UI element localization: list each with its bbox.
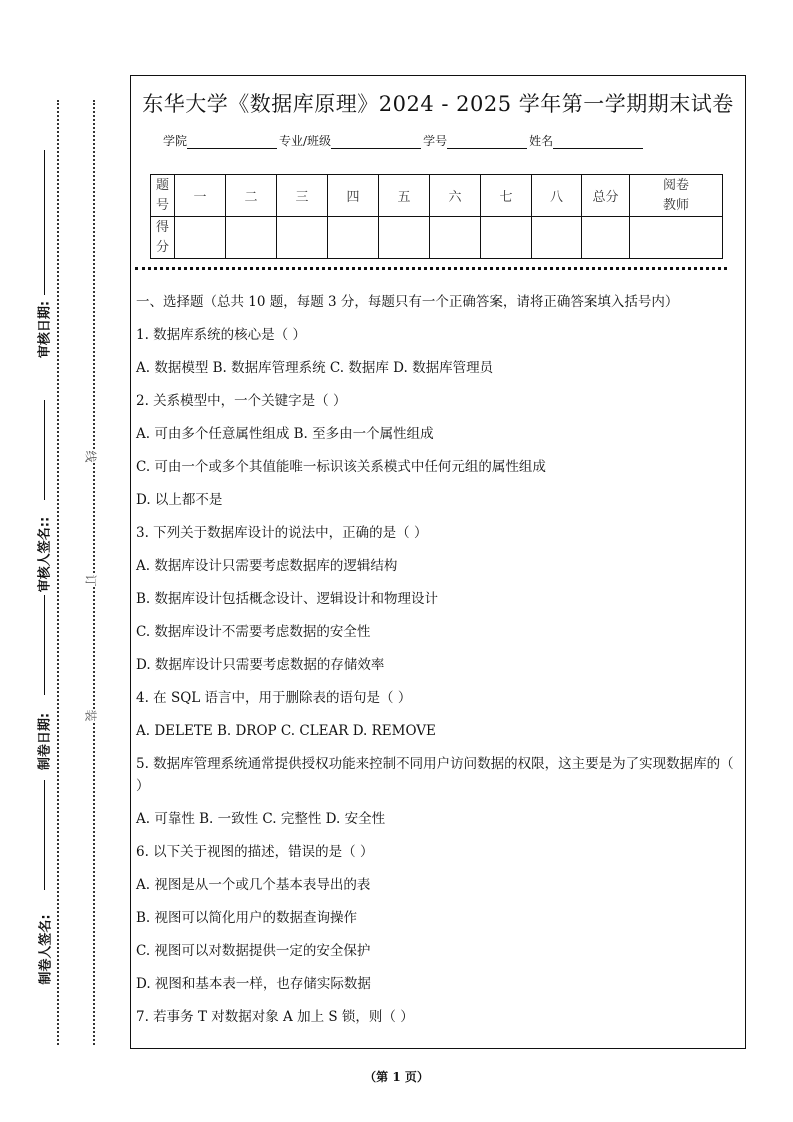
maker-sign-label: 制卷人签名:: [38, 914, 54, 985]
reviewer-sign-line: [44, 400, 45, 500]
answer-option: A. 数据库设计只需要考虑数据库的逻辑结构: [136, 558, 398, 574]
question-stem: 2. 关系模型中，一个关键字是（ ）: [136, 393, 347, 409]
major-class-field[interactable]: [331, 134, 421, 149]
answer-option: C. 数据库设计不需要考虑数据的安全性: [136, 624, 371, 640]
answer-option: A. 数据模型 B. 数据库管理系统 C. 数据库 D. 数据库管理员: [136, 360, 494, 376]
dotted-separator: [135, 267, 727, 270]
major-class-label: 专业/班级: [279, 134, 332, 148]
question-stem: 3. 下列关于数据库设计的说法中，正确的是（ ）: [136, 525, 428, 541]
col-3: 三: [277, 175, 328, 217]
score-cell[interactable]: [379, 217, 430, 259]
score-cell[interactable]: [481, 217, 532, 259]
college-field[interactable]: [187, 134, 277, 149]
student-info: [163, 132, 643, 149]
question-stem: 1. 数据库系统的核心是（ ）: [136, 327, 306, 343]
score-cell[interactable]: [430, 217, 481, 259]
answer-option: A. DELETE B. DROP C. CLEAR D. REMOVE: [136, 723, 436, 739]
maker-date-line: [44, 595, 45, 695]
binding-line: [93, 100, 95, 1045]
answer-option: B. 数据库设计包括概念设计、逻辑设计和物理设计: [136, 591, 439, 607]
answer-option: A. 视图是从一个或几个基本表导出的表: [136, 877, 371, 893]
score-table-score-row: [151, 217, 723, 259]
col-5: 五: [379, 175, 430, 217]
question-stem: 7. 若事务 T 对数据对象 A 加上 S 锁，则（ ）: [136, 1009, 414, 1025]
answer-option: A. 可由多个任意属性组成 B. 至多由一个属性组成: [136, 426, 434, 442]
score-cell[interactable]: [328, 217, 379, 259]
col-1: 一: [175, 175, 226, 217]
answer-option: C. 视图可以对数据提供一定的安全保护: [136, 943, 371, 959]
answer-option: D. 以上都不是: [136, 492, 223, 508]
score-cell[interactable]: [226, 217, 277, 259]
maker-sign-line: [44, 780, 45, 890]
section-heading: 一、选择题（总共 10 题，每题 3 分，每题只有一个正确答案，请将正确答案填入括号内）: [136, 294, 679, 310]
reviewer-date-label: 审核日期:: [37, 300, 53, 359]
answer-option: D. 视图和基本表一样，也存储实际数据: [136, 976, 371, 992]
bind-mark-ding: 订: [83, 574, 98, 587]
student-id-label: 学号: [423, 134, 448, 148]
col-8: 八: [532, 175, 582, 217]
answer-option: B. 视图可以简化用户的数据查询操作: [136, 910, 358, 926]
col-6: 六: [430, 175, 481, 217]
score-table: [150, 174, 723, 259]
exam-title: 东华大学《数据库原理》2024 - 2025 学年第一学期期末试卷: [142, 92, 734, 116]
name-field[interactable]: [553, 134, 643, 149]
cut-line-outer: [57, 100, 59, 1045]
col-total: 总分: [582, 175, 630, 217]
row-label-question-no: 题号: [151, 175, 175, 217]
question-stem: 6. 以下关于视图的描述，错误的是（ ）: [136, 844, 374, 860]
college-label: 学院: [163, 134, 188, 148]
answer-option: D. 数据库设计只需要考虑数据的存储效率: [136, 657, 385, 673]
score-cell[interactable]: [532, 217, 582, 259]
score-cell[interactable]: [175, 217, 226, 259]
student-id-field[interactable]: [447, 134, 527, 149]
page-number: （第 1 页）: [364, 1070, 429, 1084]
reviewer-date-line: [44, 150, 45, 295]
name-label: 姓名: [529, 134, 554, 148]
score-cell[interactable]: [630, 217, 723, 259]
reviewer-sign-label: 审核人签名::: [37, 516, 53, 593]
score-cell[interactable]: [582, 217, 630, 259]
col-4: 四: [328, 175, 379, 217]
col-7: 七: [481, 175, 532, 217]
row-label-score: 得分: [151, 217, 175, 259]
score-table-header-row: [151, 175, 723, 217]
answer-option: C. 可由一个或多个其值能唯一标识该关系模式中任何元组的属性组成: [136, 459, 546, 475]
answer-option: A. 可靠性 B. 一致性 C. 完整性 D. 安全性: [136, 811, 386, 827]
question-stem: 4. 在 SQL 语言中，用于删除表的语句是（ ）: [136, 690, 412, 706]
bind-mark-xian: 线: [83, 450, 98, 463]
exam-content-frame: [130, 75, 746, 1049]
questions-section: [136, 291, 741, 1039]
col-2: 二: [226, 175, 277, 217]
bind-mark-zhuang: 装: [83, 709, 98, 722]
maker-date-label: 制卷日期:: [37, 712, 53, 771]
question-stem: 5. 数据库管理系统通常提供授权功能来控制不同用户访问数据的权限，这主要是为了实现数据库的（ ）: [136, 756, 734, 794]
col-grader: 阅卷教师: [630, 175, 723, 217]
score-cell[interactable]: [277, 217, 328, 259]
